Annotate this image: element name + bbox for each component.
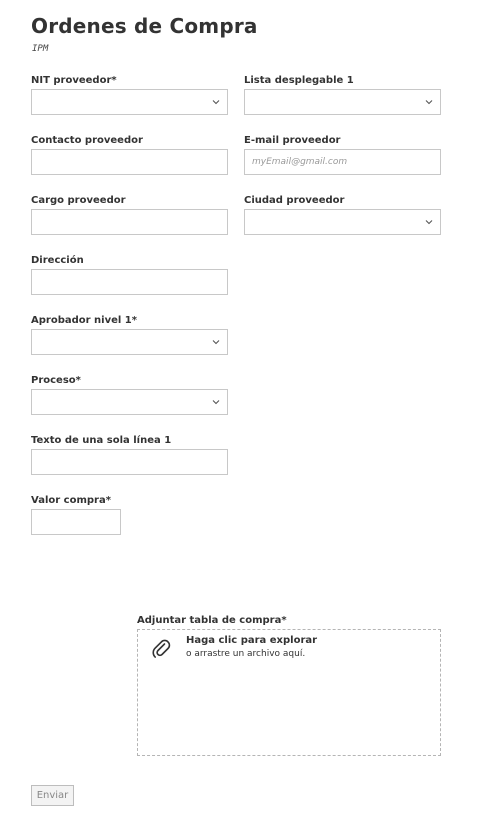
aprobador-nivel-1-label: Aprobador nivel 1* (31, 315, 137, 326)
email-proveedor-label: E-mail proveedor (244, 135, 341, 146)
lista-desplegable-1-label: Lista desplegable 1 (244, 75, 354, 86)
nit-proveedor-label: NIT proveedor* (31, 75, 117, 86)
email-proveedor-input[interactable] (244, 149, 441, 175)
chevron-down-icon (212, 98, 220, 106)
valor-compra-input[interactable] (31, 509, 121, 535)
texto-linea-1-label: Texto de una sola línea 1 (31, 435, 172, 446)
contacto-proveedor-label: Contacto proveedor (31, 135, 143, 146)
direccion-label: Dirección (31, 255, 84, 266)
paperclip-icon (151, 637, 171, 659)
ciudad-proveedor-label: Ciudad proveedor (244, 195, 345, 206)
proceso-select[interactable] (31, 389, 228, 415)
browse-link[interactable]: Haga clic para explorar (186, 635, 318, 646)
cargo-proveedor-label: Cargo proveedor (31, 195, 126, 206)
form-subtitle: IPM (32, 44, 49, 54)
aprobador-nivel-1-select[interactable] (31, 329, 228, 355)
chevron-down-icon (212, 338, 220, 346)
email-placeholder: myEmail@gmail.com (252, 157, 348, 167)
valor-compra-label: Valor compra* (31, 495, 111, 506)
submit-button[interactable]: Enviar (31, 785, 74, 806)
ciudad-proveedor-select[interactable] (244, 209, 441, 235)
proceso-label: Proceso* (31, 375, 81, 386)
attachment-label: Adjuntar tabla de compra* (137, 615, 287, 626)
direccion-input[interactable] (31, 269, 228, 295)
nit-proveedor-select[interactable] (31, 89, 228, 115)
contacto-proveedor-input[interactable] (31, 149, 228, 175)
drag-hint: o arrastre un archivo aquí. (186, 649, 306, 659)
cargo-proveedor-input[interactable] (31, 209, 228, 235)
chevron-down-icon (425, 218, 433, 226)
chevron-down-icon (212, 398, 220, 406)
chevron-down-icon (425, 98, 433, 106)
file-dropzone[interactable] (137, 629, 441, 756)
form-title: Ordenes de Compra (31, 14, 258, 38)
texto-linea-1-input[interactable] (31, 449, 228, 475)
lista-desplegable-1-select[interactable] (244, 89, 441, 115)
